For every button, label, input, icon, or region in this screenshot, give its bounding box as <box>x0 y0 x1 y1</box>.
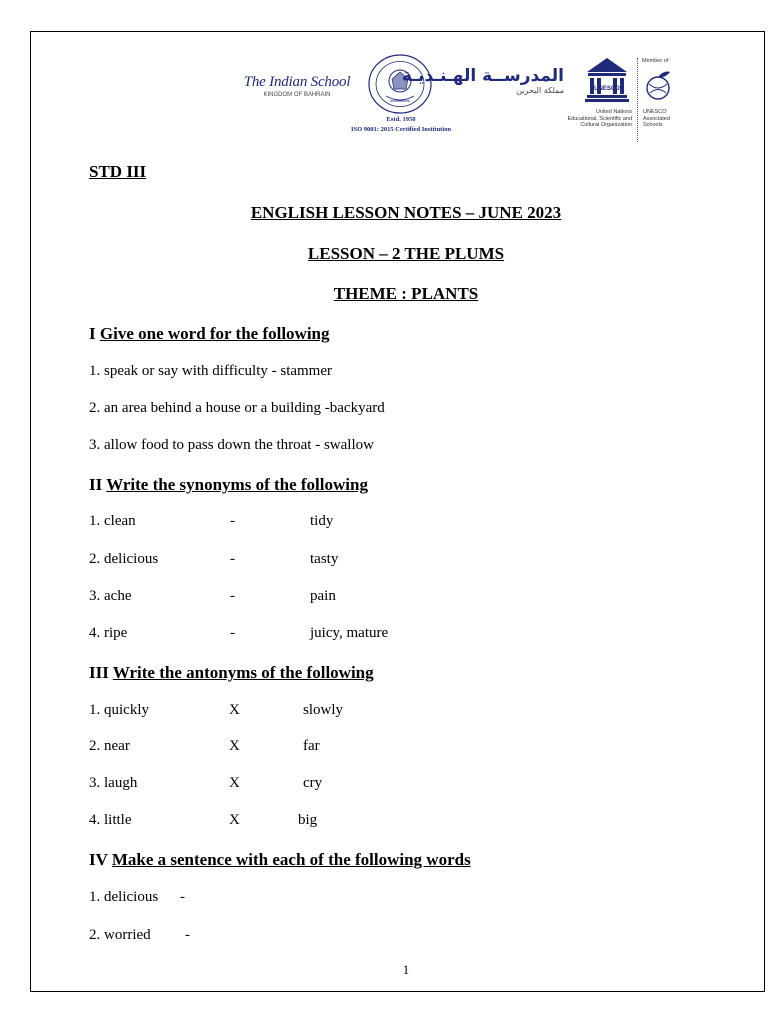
aspnet-text-line: UNESCO <box>643 109 667 115</box>
un-organization-text <box>550 109 632 129</box>
synonym-answer: tidy <box>310 513 334 529</box>
arabic-location: مملكة البحرين <box>516 86 564 95</box>
school-name: The Indian School <box>243 74 351 90</box>
document-title: ENGLISH LESSON NOTES – JUNE 2023 <box>250 203 562 222</box>
antonym-word: 1. quickly <box>89 702 149 718</box>
section-title: Write the synonyms of the following <box>106 475 368 494</box>
arabic-school-name-block <box>401 66 564 95</box>
established-year: Estd. 1950 <box>386 116 416 123</box>
antonym-answer: far <box>303 738 320 754</box>
antonym-word: 3. laugh <box>89 775 138 791</box>
antonym-answer: cry <box>303 775 323 791</box>
antonym-word: 4. little <box>89 812 132 828</box>
synonym-word: 1. clean <box>89 513 136 529</box>
un-text-line: United Nations <box>595 109 632 115</box>
synonym-answer: pain <box>310 588 336 604</box>
synonym-separator: - <box>230 625 235 641</box>
section-three-heading <box>89 663 374 683</box>
synonym-answer: juicy, mature <box>310 625 389 641</box>
list-item: 2. an area behind a house or a building -backyard <box>89 400 385 416</box>
un-text-line: Educational, Scientific and <box>567 115 632 122</box>
synonym-word: 3. ache <box>89 588 132 604</box>
antonym-word: 2. near <box>89 738 130 754</box>
synonym-separator: - <box>230 588 235 604</box>
section-title: Write the antonyms of the following <box>112 663 374 682</box>
section-two-heading <box>89 475 368 495</box>
theme-title: THEME : PLANTS <box>333 284 479 303</box>
section-number: II <box>89 475 103 494</box>
sentence-separator: - <box>185 927 190 943</box>
list-item: 3. allow food to pass down the throat - swallow <box>89 437 374 453</box>
section-title: Give one word for the following <box>99 324 330 343</box>
synonym-word: 4. ripe <box>89 625 128 641</box>
antonym-separator: X <box>229 812 240 828</box>
synonym-word: 2. delicious <box>89 551 159 567</box>
standard-label: STD III <box>89 162 147 181</box>
un-text-line: Cultural Organization <box>580 122 632 128</box>
antonym-answer: slowly <box>303 702 344 718</box>
school-name-block <box>238 74 356 98</box>
arabic-school-name: المدرســة الهـنـديـة <box>401 66 564 86</box>
iso-certification: ISO 9001: 2015 Certified Institution <box>350 126 452 133</box>
sentence-separator: - <box>180 889 185 905</box>
aspnet-text-line: Associated <box>643 115 670 122</box>
logo-divider <box>637 58 638 142</box>
section-number: I <box>89 324 96 343</box>
antonym-separator: X <box>229 702 240 718</box>
section-number: III <box>89 663 109 682</box>
school-location: KINGDOM OF BAHRAIN <box>263 92 331 98</box>
aspnet-text-line: Schools <box>643 122 663 128</box>
synonym-separator: - <box>230 513 235 529</box>
section-one-heading <box>89 324 330 344</box>
sentence-word: 2. worried <box>89 927 151 943</box>
antonym-separator: X <box>229 775 240 791</box>
sentence-word: 1. delicious <box>89 889 159 905</box>
aspnet-globe-logo <box>640 66 676 108</box>
page-number: 1 <box>402 962 410 977</box>
lesson-title: LESSON – 2 THE PLUMS <box>307 244 505 263</box>
synonym-answer: tasty <box>310 551 339 567</box>
section-four-heading <box>89 850 471 870</box>
list-item: 1. speak or say with difficulty - stammer <box>89 363 333 379</box>
antonym-answer: big <box>298 812 318 828</box>
aspnet-text <box>643 109 670 129</box>
synonym-separator: - <box>230 551 235 567</box>
section-number: IV <box>89 850 108 869</box>
section-title: Make a sentence with each of the following words <box>111 850 471 869</box>
member-of-label: Member of <box>642 58 669 64</box>
unesco-temple-logo <box>584 54 630 110</box>
antonym-separator: X <box>229 738 240 754</box>
unesco-logo-word: UNESCO <box>594 86 620 92</box>
